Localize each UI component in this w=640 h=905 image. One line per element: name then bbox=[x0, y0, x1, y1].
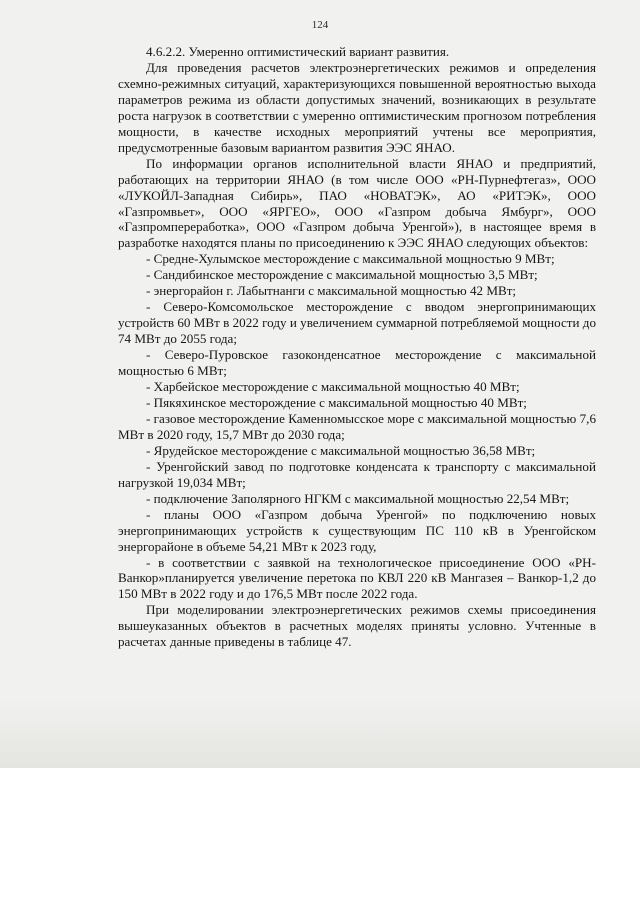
section-heading: 4.6.2.2. Умеренно оптимистический вариант развития. bbox=[146, 44, 450, 59]
list-item: - Харбейское месторождение с максимальной мощностью 40 МВт; bbox=[146, 379, 520, 395]
list-item: - Пякяхинское месторождение с максимальной мощностью 40 МВт; bbox=[146, 394, 527, 410]
list-item: - в соответствии с заявкой на технологическое присоединение ООО «РН-Ванкор»планируется увеличение перетока по КВЛ 220 кВ Мангазея – Ванкор-1,2 до 150 МВт в 2022 году и до 176,5 МВт после 2022 года. bbox=[118, 554, 596, 602]
conclusion-paragraph: При моделировании электроэнергетических режимов схемы присоединения вышеуказанных объектов в расчетных моделях приняты условно. Учтенные в расчетах данные приведены в таблице 47. bbox=[118, 602, 596, 650]
intro-paragraph: Для проведения расчетов электроэнергетических режимов и определения схемно-режимных ситуаций, характеризующихся повышенной вероятностью выхода параметров режима из области допустимых значений, возникающих в результате роста нагрузок в соответствии с умеренно оптимистическим прогнозом потребления мощности, в качестве исходных мероприятий учтены все мероприятия, предусмотренные базовым вариантом развития ЭЭС ЯНАО. bbox=[118, 59, 596, 155]
list-item: - газовое месторождение Каменномысское море с максимальной мощностью 7,6 МВт в 2020 году, 15,7 МВт до 2030 года; bbox=[118, 410, 596, 442]
objects-list bbox=[118, 251, 596, 602]
page-number: 124 bbox=[311, 19, 329, 31]
list-item: - Уренгойский завод по подготовке конденсата к транспорту с максимальной нагрузкой 19,034 МВт; bbox=[118, 458, 596, 490]
list-item: - Средне-Хулымское месторождение с максимальной мощностью 9 МВт; bbox=[146, 251, 555, 267]
info-paragraph: По информации органов исполнительной власти ЯНАО и предприятий, работающих на территории ЯНАО (в том числе ООО «РН-Пурнефтегаз», ООО «ЛУКОЙЛ-Западная Сибирь», ПАО «НОВАТЭК», АО «РИТЭК», ООО «Газпромвьет», ООО «ЯРГЕО», ООО «Газпром добыча Ямбург», ООО «Газпромпереработка», ООО «Газпром добыча Уренгой»), в настоящее время в разработке находятся планы по присоединению к ЭЭС ЯНАО следующих объектов: bbox=[118, 155, 596, 251]
list-item: - планы ООО «Газпром добыча Уренгой» по подключению новых энергопринимающих устройств к существующим ПС 110 кВ в Уренгойском энергорайоне в объеме 54,21 МВт к 2023 году, bbox=[118, 506, 596, 554]
list-item: - Ярудейское месторождение с максимальной мощностью 36,58 МВт; bbox=[146, 442, 536, 458]
document-body bbox=[118, 44, 596, 650]
list-item: - Северо-Комсомольское месторождение с вводом энергопринимающих устройств 60 МВт в 2022 году и увеличением суммарной потребляемой мощности до 74 МВт до 2055 года; bbox=[118, 299, 596, 347]
list-item: - Сандибинское месторождение с максимальной мощностью 3,5 МВт; bbox=[146, 267, 538, 283]
list-item: - энергорайон г. Лабытнанги с максимальной мощностью 42 МВт; bbox=[146, 283, 517, 299]
list-item: - подключение Заполярного НГКМ с максимальной мощностью 22,54 МВт; bbox=[146, 490, 570, 506]
list-item: - Северо-Пуровское газоконденсатное месторождение с максимальной мощностью 6 МВт; bbox=[118, 347, 596, 379]
